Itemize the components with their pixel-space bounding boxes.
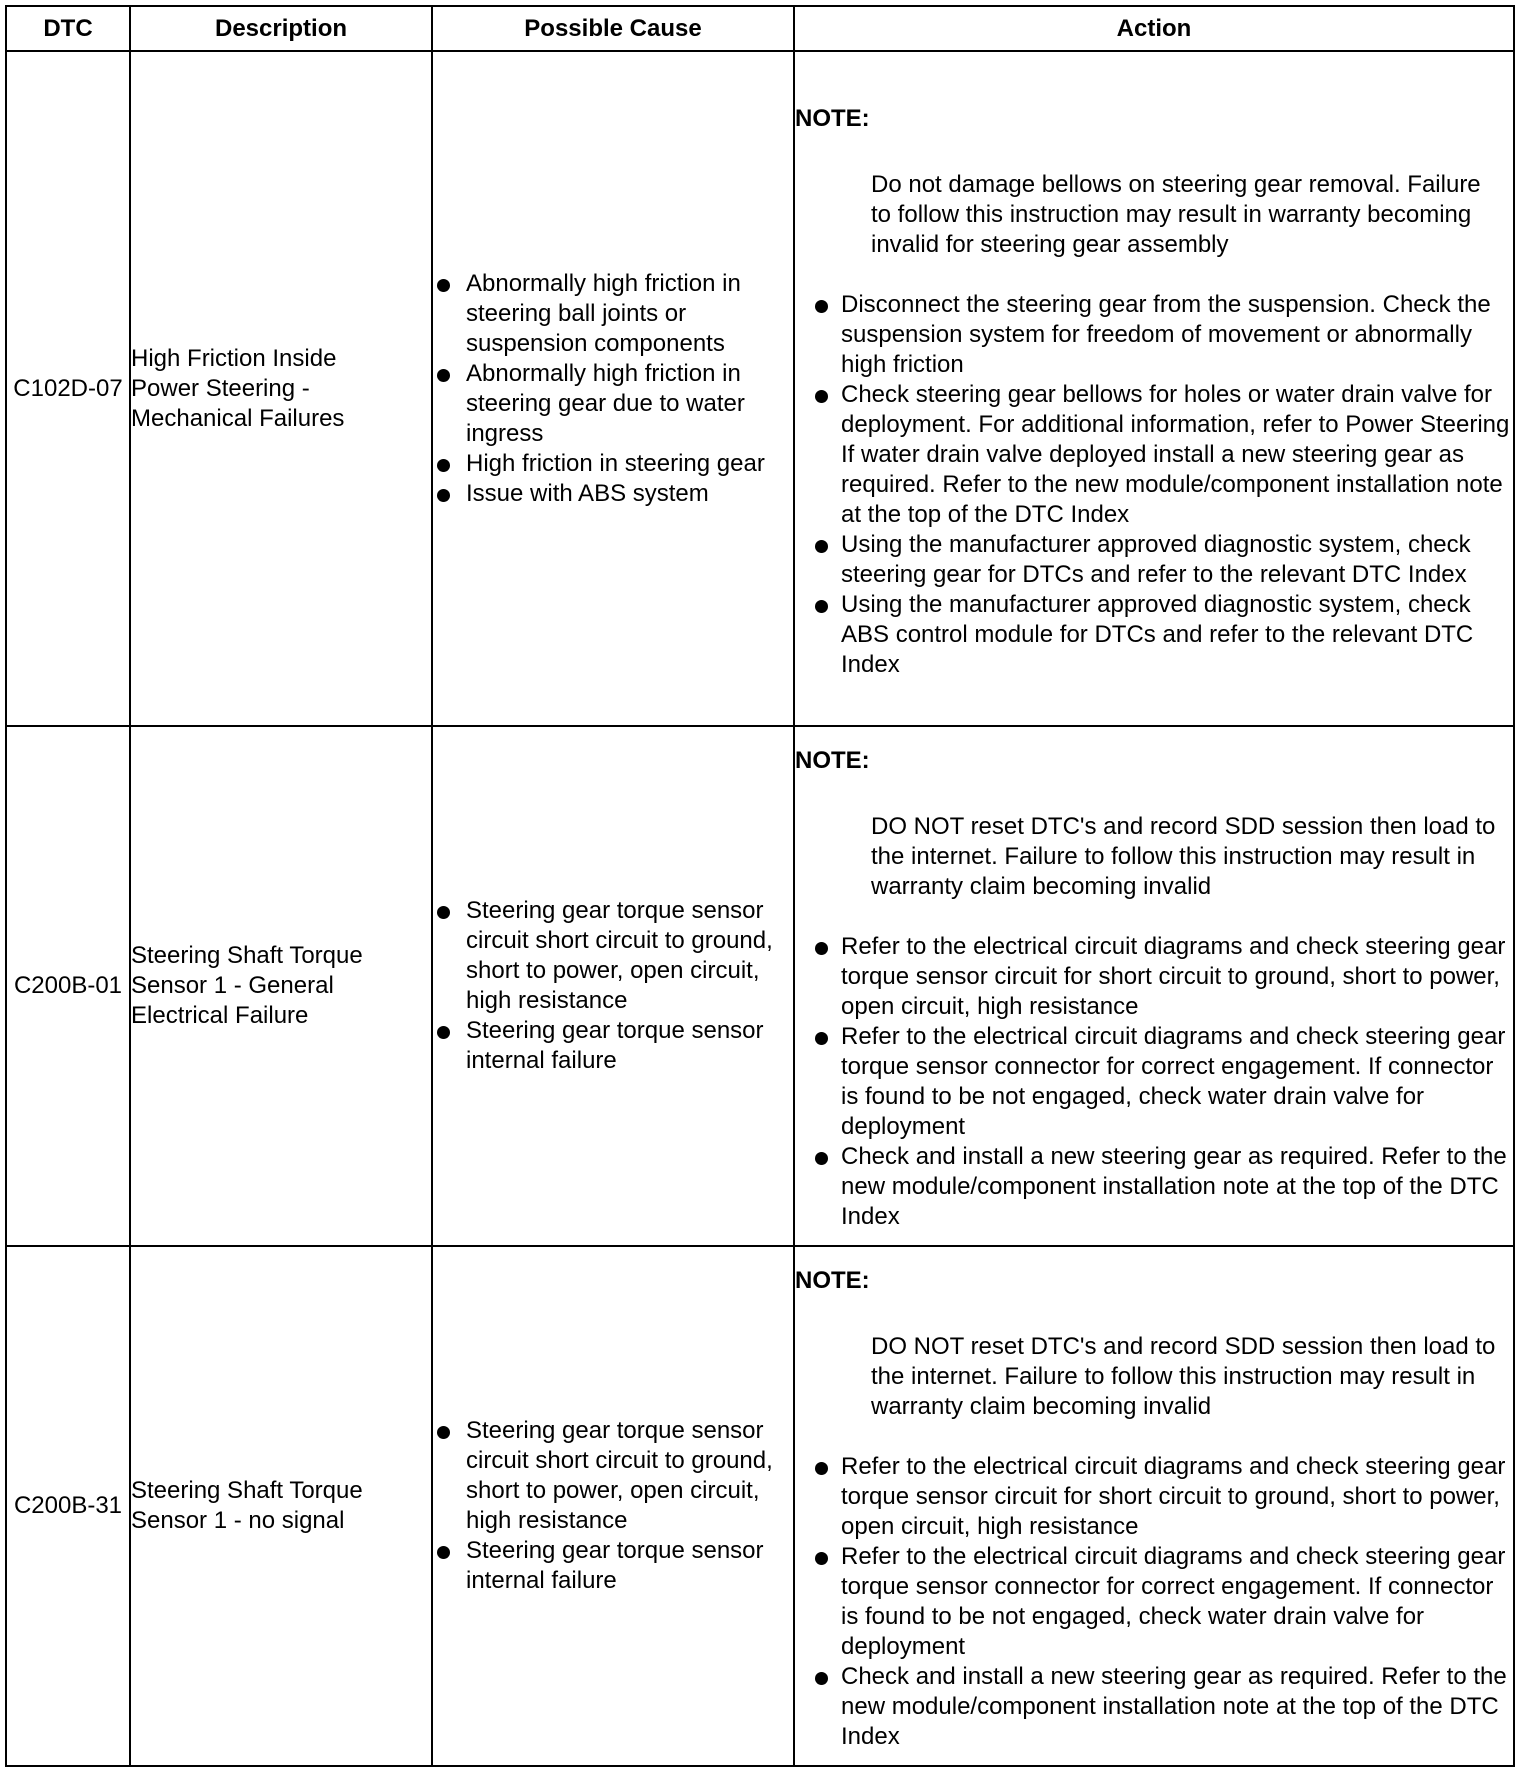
description-line: Steering Shaft Torque [131,1477,363,1504]
action-list [795,290,1513,680]
action-item [795,380,1513,530]
cause-item: Steering gear torque sensor internal failure [433,1536,793,1596]
table-row [6,726,1514,1246]
dtc-code: C102D-07 [6,51,130,726]
cause-item: Issue with ABS system [433,479,793,509]
note-label: NOTE: [795,1267,870,1294]
header-description: Description [130,6,432,51]
action-text: Refer to the electrical circuit diagrams and check steering gear torque sensor circuit for short circuit to ground, short to power, open circuit, high resistance [841,1453,1506,1540]
header-dtc: DTC [6,6,130,51]
description-line: Sensor 1 - General [131,972,334,999]
action-text: Using the manufacturer approved diagnostic system, check steering gear for DTCs and refer to the relevant DTC Index [841,530,1471,588]
action-cell [794,51,1514,726]
note-text: Do not damage bellows on steering gear removal. Failure to follow this instruction may result in warranty becoming invalid for steering gear assembly [871,170,1481,258]
possible-cause-cell [432,51,794,726]
action-item [795,1452,1513,1542]
dtc-description [130,1246,432,1766]
action-text: Check and install a new steering gear as required. Refer to the new module/component installation note at the top of the DTC Index [841,1663,1507,1750]
cause-list [433,896,793,1076]
action-text: Refer to the electrical circuit diagrams and check steering gear torque sensor connector for correct engagement. If connector is found to be not engaged, check water drain valve for deployment [841,1543,1506,1660]
action-text: Refer to the electrical circuit diagrams and check steering gear torque sensor connector for correct engagement. If connector is found to be not engaged, check water drain valve for deployment [841,1023,1506,1140]
action-item [795,1542,1513,1662]
table-row [6,51,1514,726]
header-possible-cause: Possible Cause [432,6,794,51]
dtc-code: C200B-31 [6,1246,130,1766]
action-item [795,590,1513,680]
action-item [795,932,1513,1022]
cause-item: Abnormally high friction in steering ball joints or suspension components [433,269,793,359]
action-text: Disconnect the steering gear from the suspension. Check the suspension system for freedom of movement or abnormally high friction [841,290,1491,378]
description-line: Mechanical Failures [131,404,345,432]
action-text: Check steering gear bellows for holes or water drain valve for deployment. For additional information, refer to Power Steering [841,380,1510,438]
dtc-description [130,51,432,726]
cause-item: Steering gear torque sensor circuit short circuit to ground, short to power, open circuit, high resistance [433,896,793,1016]
note-text: DO NOT reset DTC's and record SDD session then load to the internet. Failure to follow this instruction may result in warranty claim becoming invalid [871,813,1496,900]
action-item [795,1662,1513,1752]
dtc-description [130,726,432,1246]
action-text: Using the manufacturer approved diagnostic system, check ABS control module for DTCs and refer to the relevant DTC Index [841,590,1474,678]
action-list [795,932,1513,1232]
note-text: DO NOT reset DTC's and record SDD session then load to the internet. Failure to follow this instruction may result in warranty claim becoming invalid [871,1333,1496,1420]
cause-item: High friction in steering gear [433,449,793,479]
header-row [6,6,1514,51]
cause-item: Steering gear torque sensor circuit short circuit to ground, short to power, open circuit, high resistance [433,1416,793,1536]
cause-item: Abnormally high friction in steering gear due to water ingress [433,359,793,449]
description-line: Electrical Failure [131,1002,309,1029]
action-item [795,1142,1513,1232]
header-action: Action [794,6,1514,51]
cause-item: Steering gear torque sensor internal failure [433,1016,793,1076]
note-label: NOTE: [795,747,870,774]
possible-cause-cell [432,1246,794,1766]
action-item [795,290,1513,380]
description-line: Sensor 1 - no signal [131,1507,345,1534]
action-item [795,1022,1513,1142]
action-text: If water drain valve deployed install a new steering gear as required. Refer to the new module/component installation note at the top of the DTC Index [841,440,1503,528]
cause-list [433,1416,793,1596]
table-row [6,1246,1514,1766]
possible-cause-cell [432,726,794,1246]
action-item [795,530,1513,590]
action-text: Check and install a new steering gear as required. Refer to the new module/component installation note at the top of the DTC Index [841,1143,1507,1230]
dtc-table [5,5,1515,1767]
note-label: NOTE: [795,104,870,132]
action-cell [794,726,1514,1246]
description-line: Power Steering - [131,374,310,402]
action-text: Refer to the electrical circuit diagrams and check steering gear torque sensor circuit for short circuit to ground, short to power, open circuit, high resistance [841,933,1506,1020]
description-line: High Friction Inside [131,344,337,372]
description-line: Steering Shaft Torque [131,942,363,969]
cause-list [433,269,793,509]
action-list [795,1452,1513,1752]
action-cell [794,1246,1514,1766]
dtc-code: C200B-01 [6,726,130,1246]
